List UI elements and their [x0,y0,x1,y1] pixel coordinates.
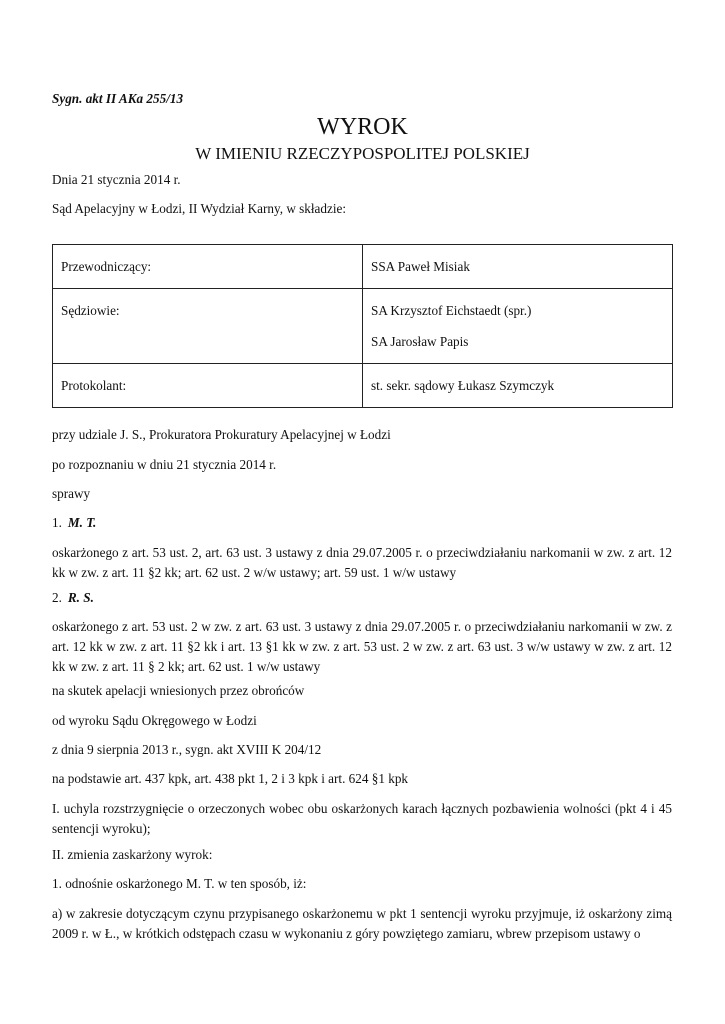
defendant-number: 2. [52,590,62,605]
hearing-line: po rozpoznaniu w dniu 21 stycznia 2014 r. [52,457,277,472]
point-I: I. uchyla rozstrzygnięcie o orzeczonych wobec obu oskarżonych karach łącznych pozbawienia wolności (pkt 4 i 45 sentencji wyroku); [52,801,672,836]
names-cell [363,245,673,289]
document-subtitle: W IMIENIU RZECZYPOSPOLITEJ POLSKIEJ [195,144,530,163]
table-row [53,289,673,364]
defendant-1-heading [52,513,672,533]
role-cell [53,364,363,408]
judgment-date-line: z dnia 9 sierpnia 2013 r., sygn. akt XVIII K 204/12 [52,742,322,757]
case-signature: Sygn. akt II AKa 255/13 [52,91,184,106]
composition-table [52,244,673,408]
role-label: Sędziowie: [61,303,120,318]
document-title: WYROK [317,114,408,140]
member-name: SA Krzysztof Eichstaedt (spr.) [371,303,532,318]
defendant-name: R. S. [67,590,94,605]
names-cell [363,289,673,364]
defendant-1-charges: oskarżonego z art. 53 ust. 2, art. 63 ust. 3 ustawy z dnia 29.07.2005 r. o przeciwdziałaniu narkomanii w zw. z art. 12 kk w zw. z art. 11 §2 kk; art. 62 ust. 2 w/w ustawy; art. 59 ust. 1 w/w ustawy [52,545,672,580]
appeal-line: na skutek apelacji wniesionych przez obrońców [52,683,305,698]
prosecutor-line: przy udziale J. S., Prokuratora Prokuratury Apelacyjnej w Łodzi [52,427,391,442]
role-label: Przewodniczący: [61,259,152,274]
defendant-name: M. T. [67,515,97,530]
judgment-date: Dnia 21 stycznia 2014 r. [52,172,181,187]
point-II-1-a: a) w zakresie dotyczącym czynu przypisanego oskarżonemu w pkt 1 sentencji wyroku przyjmuje, iż oskarżony zimą 2009 r. w Ł., w krótkich odstępach czasu w wykonaniu z góry powziętego zamiaru, wbrew przepisom ustawy o [52,906,672,941]
case-line: sprawy [52,486,91,501]
member-name: SSA Paweł Misiak [371,259,470,274]
point-II-1: 1. odnośnie oskarżonego M. T. w ten sposób, iż: [52,876,307,891]
table-row [53,245,673,289]
point-II: II. zmienia zaskarżony wyrok: [52,847,213,862]
role-cell [53,245,363,289]
role-cell [53,289,363,364]
member-name: SA Jarosław Papis [371,334,469,349]
defendant-2-charges: oskarżonego z art. 53 ust. 2 w zw. z art. 63 ust. 3 ustawy z dnia 29.07.2005 r. o przeciwdziałaniu narkomanii w zw. z art. 12 kk w zw. z art. 11 §2 kk i art. 13 §1 kk w zw. z art. 53 ust. 2 w zw. z art. 63 ust. 3 w/w ustawy w zw. z art. 12 kk w zw. z art. 11 § 2 kk; art. 62 ust. 1 w/w ustawy [52,619,672,674]
names-cell [363,364,673,408]
defendant-2-heading [52,588,672,608]
court-composition-intro: Sąd Apelacyjny w Łodzi, II Wydział Karny, w składzie: [52,201,347,216]
table-row [53,364,673,408]
member-name: st. sekr. sądowy Łukasz Szymczyk [371,378,555,393]
legal-basis-line: na podstawie art. 437 kpk, art. 438 pkt 1, 2 i 3 kpk i art. 624 §1 kpk [52,771,409,786]
defendant-number: 1. [52,515,62,530]
role-label: Protokolant: [61,378,127,393]
from-judgment-line: od wyroku Sądu Okręgowego w Łodzi [52,713,257,728]
